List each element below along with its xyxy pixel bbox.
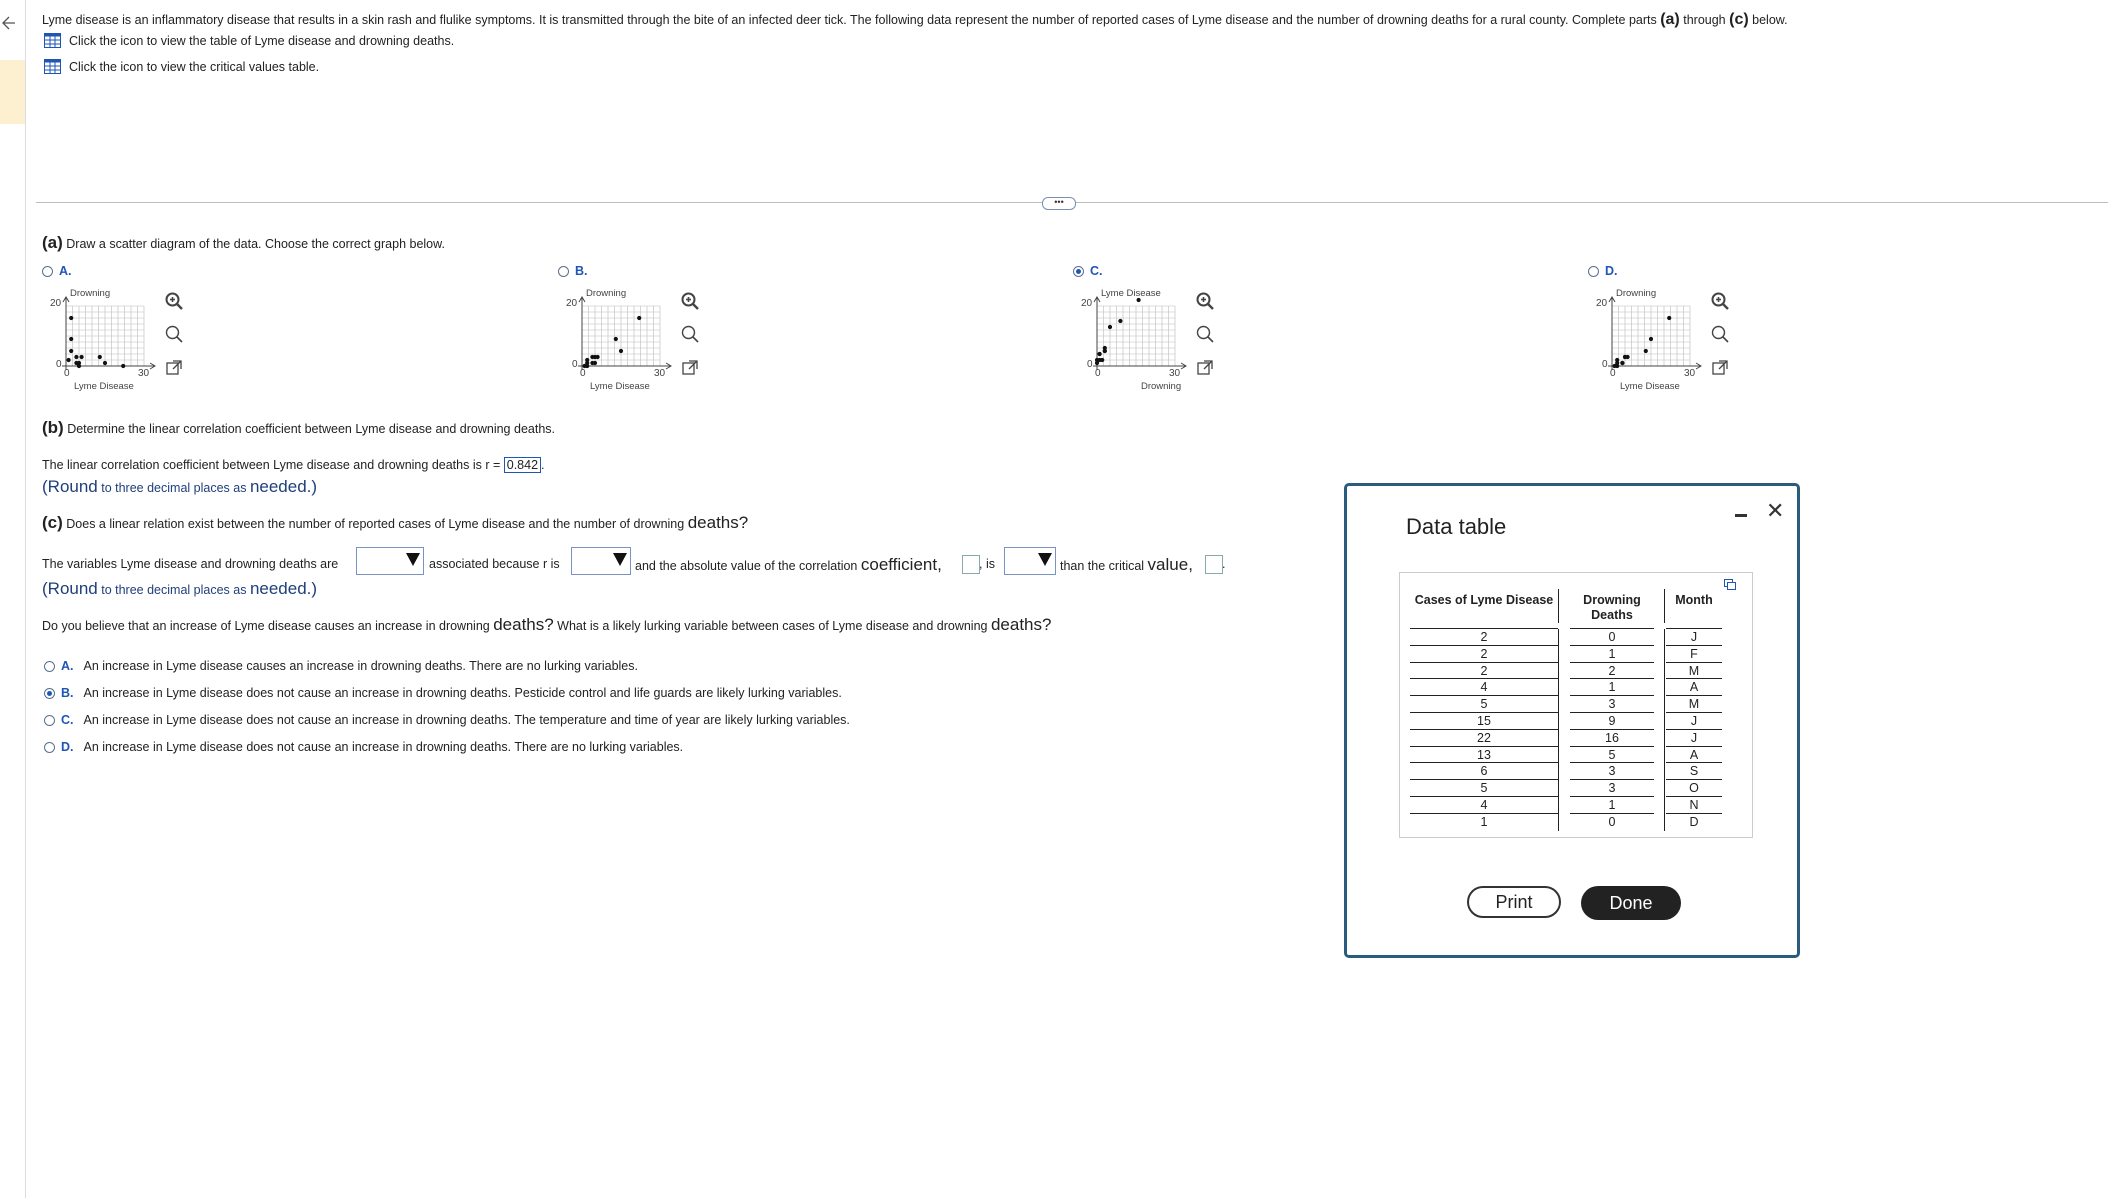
data-point <box>619 349 623 353</box>
zoom-out-icon[interactable] <box>1709 323 1731 345</box>
row-divider <box>1410 645 1558 646</box>
column-divider <box>1558 797 1559 814</box>
header-deaths-1: Drowning <box>1583 593 1641 607</box>
dropdown-arrow-icon <box>406 553 420 566</box>
column-divider <box>1664 629 1665 646</box>
data-point <box>1667 316 1671 320</box>
column-divider <box>1664 663 1665 680</box>
cell-deaths: 0 <box>1608 814 1616 829</box>
column-divider <box>1664 763 1665 780</box>
data-point <box>1623 355 1627 359</box>
row-divider <box>1570 779 1654 780</box>
x-tick-left: 0 <box>1610 368 1616 379</box>
option-radio[interactable] <box>44 715 55 726</box>
column-divider <box>1558 814 1559 831</box>
x-axis-label: Drowning <box>1141 381 1182 392</box>
data-point <box>80 355 84 359</box>
data-point <box>614 337 618 341</box>
cell-deaths: 1 <box>1608 646 1616 661</box>
dropdown-arrow-icon <box>613 553 627 566</box>
cell-deaths: 16 <box>1605 730 1619 745</box>
graph-option-b[interactable] <box>558 262 758 397</box>
column-divider <box>1558 663 1559 680</box>
x-axis-label: Lyme Disease <box>74 381 134 392</box>
x-axis-label: Lyme Disease <box>590 381 650 392</box>
column-divider <box>1664 679 1665 696</box>
y-axis-label: Drowning <box>1616 288 1657 299</box>
row-divider <box>1666 813 1722 814</box>
critical-value-input[interactable] <box>1205 555 1226 574</box>
data-point <box>1615 358 1619 362</box>
cell-month: A <box>1689 680 1699 695</box>
header-separator <box>1664 589 1665 623</box>
column-divider <box>1664 797 1665 814</box>
critical-values-link[interactable]: Click the icon to view the critical values table. <box>44 59 319 74</box>
cell-month: D <box>1689 814 1699 829</box>
row-divider <box>1410 762 1558 763</box>
part-b-answer: The linear correlation coefficient between Lyme disease and drowning deaths is r = 0.842 . <box>42 458 545 472</box>
x-tick-right: 30 <box>1169 368 1181 379</box>
graph-radio[interactable] <box>1588 266 1599 277</box>
header-month: Month <box>1675 593 1713 607</box>
graph-option-d[interactable] <box>1588 262 1788 397</box>
popout-icon[interactable] <box>679 357 701 379</box>
cell-deaths: 3 <box>1608 781 1616 796</box>
row-divider <box>1666 662 1722 663</box>
graph-option-a[interactable] <box>42 262 242 397</box>
abs-r-input[interactable] <box>962 555 980 574</box>
row-divider <box>1410 746 1558 747</box>
association-dropdown[interactable] <box>356 547 424 575</box>
column-divider <box>1558 747 1559 764</box>
sentence-part-5: than the critical value, <box>1060 555 1193 574</box>
data-point <box>1100 358 1104 362</box>
row-divider <box>1666 796 1722 797</box>
row-divider <box>1410 712 1558 713</box>
row-divider <box>1570 695 1654 696</box>
sidebar-highlight[interactable] <box>0 60 25 124</box>
y-tick-bottom: 0 <box>56 359 62 370</box>
data-point <box>1098 352 1102 356</box>
axes <box>1093 297 1186 370</box>
cell-cases: 15 <box>1477 714 1491 728</box>
scatter-plot <box>1073 284 1213 394</box>
cell-cases: 22 <box>1477 730 1491 745</box>
row-divider <box>1666 746 1722 747</box>
print-button[interactable]: Print <box>1467 886 1561 918</box>
y-tick-bottom: 0 <box>572 359 578 370</box>
column-divider <box>1664 780 1665 797</box>
data-point <box>1108 325 1112 329</box>
column-divider <box>1558 780 1559 797</box>
data-point <box>121 364 125 368</box>
row-divider <box>1570 729 1654 730</box>
lurking-option-c[interactable] <box>44 713 850 727</box>
part-c-question: (c) Does a linear relation exist between the number of reported cases of Lyme disease and the number of drowning deaths? <box>42 513 749 532</box>
data-point <box>590 361 594 365</box>
table-icon[interactable] <box>44 59 61 74</box>
popout-icon[interactable] <box>1194 357 1216 379</box>
part-a-question: (a) Draw a scatter diagram of the data. Choose the correct graph below. <box>42 233 445 252</box>
round-note-c: (Round to three decimal places as needed.) <box>42 579 318 598</box>
data-table-link[interactable]: Click the icon to view the table of Lyme disease and drowning deaths. <box>44 33 454 48</box>
sentence-part-4: , is <box>979 557 995 571</box>
row-divider <box>1410 813 1558 814</box>
scatter-plot <box>42 284 182 394</box>
cell-deaths: 3 <box>1608 764 1616 779</box>
cell-deaths: 9 <box>1608 714 1616 728</box>
row-divider <box>1410 662 1558 663</box>
option-letter: A. <box>61 659 74 673</box>
zoom-in-icon[interactable] <box>1709 290 1731 312</box>
x-tick-right: 30 <box>654 368 666 379</box>
data-table-modal <box>1344 483 1800 958</box>
sidebar-border <box>25 0 26 1198</box>
data-point <box>637 316 641 320</box>
zoom-in-icon[interactable] <box>1194 290 1216 312</box>
column-divider <box>1664 814 1665 831</box>
column-divider <box>1664 713 1665 730</box>
row-divider <box>1570 678 1654 679</box>
x-tick-left: 0 <box>64 368 70 379</box>
data-point <box>74 355 78 359</box>
cell-deaths: 1 <box>1608 680 1616 695</box>
cell-deaths: 5 <box>1608 747 1616 762</box>
option-text: An increase in Lyme disease does not cause an increase in drowning deaths. The temperature and time of year are likely lurking variables. <box>83 713 850 727</box>
row-divider <box>1666 779 1722 780</box>
row-divider <box>1570 662 1654 663</box>
row-divider <box>1666 695 1722 696</box>
row-divider <box>1410 796 1558 797</box>
modal-title: Data table <box>1406 514 1507 539</box>
cell-month: J <box>1690 630 1698 644</box>
r-sign-dropdown[interactable] <box>571 547 631 575</box>
data-point <box>1644 349 1648 353</box>
cell-cases: 4 <box>1480 680 1488 695</box>
y-tick-top: 20 <box>50 298 62 309</box>
cell-cases: 1 <box>1480 814 1488 829</box>
part-b-question: (b) Determine the linear correlation coefficient between Lyme disease and drowning deaths. <box>42 418 555 437</box>
cell-cases: 5 <box>1480 697 1488 712</box>
zoom-out-icon[interactable] <box>1194 323 1216 345</box>
row-divider <box>1570 645 1654 646</box>
cell-month: J <box>1690 730 1698 745</box>
popout-icon[interactable] <box>1709 357 1731 379</box>
back-arrow-icon[interactable] <box>2 16 16 30</box>
row-divider <box>1666 712 1722 713</box>
x-tick-right: 30 <box>138 368 150 379</box>
lurking-option-a[interactable] <box>44 659 638 673</box>
column-divider <box>1558 763 1559 780</box>
header-deaths-2: Deaths <box>1591 608 1633 622</box>
cell-cases: 2 <box>1480 630 1488 644</box>
row-divider <box>1410 628 1558 629</box>
graph-option-c[interactable] <box>1073 262 1273 397</box>
zoom-out-icon[interactable] <box>163 323 185 345</box>
cell-cases: 2 <box>1480 646 1488 661</box>
graph-option-letter: C. <box>1090 264 1103 278</box>
done-button[interactable]: Done <box>1581 886 1681 920</box>
data-point <box>67 358 71 362</box>
option-text: An increase in Lyme disease does not cause an increase in drowning deaths. There are no lurking variables. <box>83 740 684 754</box>
data-point <box>1095 361 1099 365</box>
y-tick-top: 20 <box>566 298 578 309</box>
cell-month: S <box>1689 764 1699 779</box>
close-icon[interactable]: ✕ <box>1766 498 1785 523</box>
y-tick-bottom: 0 <box>1087 359 1093 370</box>
zoom-out-icon[interactable] <box>679 323 701 345</box>
graph-radio[interactable] <box>42 266 53 277</box>
column-divider <box>1558 629 1559 646</box>
column-divider <box>1558 730 1559 747</box>
cell-month: M <box>1688 663 1700 678</box>
row-divider <box>1570 796 1654 797</box>
row-divider <box>1410 779 1558 780</box>
column-divider <box>1558 679 1559 696</box>
scatter-plot <box>558 284 698 394</box>
row-divider <box>1570 712 1654 713</box>
sentence-part-3: and the absolute value of the correlation coefficient, <box>635 555 942 574</box>
cell-month: F <box>1690 646 1698 661</box>
option-text: An increase in Lyme disease does not cause an increase in drowning deaths. Pesticide control and life guards are likely lurking variables. <box>83 686 842 700</box>
column-divider <box>1664 696 1665 713</box>
dropdown-arrow-icon <box>1038 553 1052 566</box>
y-axis-label: Lyme Disease <box>1101 288 1161 299</box>
row-divider <box>1410 678 1558 679</box>
option-radio[interactable] <box>44 742 55 753</box>
column-divider <box>1664 747 1665 764</box>
cell-deaths: 3 <box>1608 697 1616 712</box>
cell-month: O <box>1689 781 1699 796</box>
cell-cases: 5 <box>1480 781 1488 796</box>
y-axis-label: Drowning <box>586 288 627 299</box>
graph-radio[interactable] <box>558 266 569 277</box>
row-divider <box>1666 729 1722 730</box>
option-radio[interactable] <box>44 661 55 672</box>
cell-month: M <box>1688 697 1700 712</box>
column-divider <box>1558 696 1559 713</box>
data-point <box>69 349 73 353</box>
graph-option-letter: A. <box>59 264 72 278</box>
row-divider <box>1666 762 1722 763</box>
more-button[interactable]: ••• <box>1042 197 1076 210</box>
option-text: An increase in Lyme disease causes an increase in drowning deaths. There are no lurking variables. <box>83 659 638 673</box>
cell-month: J <box>1690 714 1698 728</box>
graph-option-letter: B. <box>575 264 588 278</box>
data-point <box>1103 349 1107 353</box>
cell-cases: 13 <box>1477 747 1491 762</box>
y-tick-bottom: 0 <box>1602 359 1608 370</box>
table-icon[interactable] <box>44 33 61 48</box>
x-tick-left: 0 <box>580 368 586 379</box>
lurking-question: Do you believe that an increase of Lyme disease causes an increase in drowning deaths? What is a likely lurking variable between cases of Lyme disease and drowning deaths? <box>42 615 1052 634</box>
round-note-b: (Round to three decimal places as needed.) <box>42 477 318 496</box>
x-axis-label: Lyme Disease <box>1620 381 1680 392</box>
cell-cases: 6 <box>1480 764 1488 779</box>
row-divider <box>1570 762 1654 763</box>
sentence-part-2: associated because r is <box>429 557 560 571</box>
data-table <box>1399 572 1753 838</box>
column-divider <box>1664 730 1665 747</box>
data-point <box>1649 337 1653 341</box>
row-divider <box>1666 678 1722 679</box>
row-divider <box>1410 729 1558 730</box>
header-separator <box>1558 589 1559 623</box>
data-point <box>69 337 73 341</box>
column-divider <box>1664 646 1665 663</box>
cell-month: N <box>1689 798 1699 812</box>
popout-icon[interactable] <box>163 357 185 379</box>
x-tick-left: 0 <box>1095 368 1101 379</box>
row-divider <box>1570 813 1654 814</box>
graph-option-letter: D. <box>1605 264 1618 278</box>
zoom-in-icon[interactable] <box>163 290 185 312</box>
data-point <box>98 355 102 359</box>
intro-text: Lyme disease is an inflammatory disease that results in a skin rash and flulike symptoms. It is transmitted through the bite of an infected deer tick. The following data represent the number of reported cases of Lyme disease and the number of drowning deaths for a rural county. Complete parts (a) through (c) below. <box>42 11 1788 28</box>
y-axis-label: Drowning <box>70 288 111 299</box>
sentence-part-1: The variables Lyme disease and drowning deaths are <box>42 557 339 571</box>
graph-radio[interactable] <box>1073 266 1084 277</box>
data-point <box>69 316 73 320</box>
minimize-icon[interactable] <box>1735 514 1747 517</box>
option-letter: D. <box>61 740 74 754</box>
y-tick-top: 20 <box>1081 298 1093 309</box>
cell-cases: 4 <box>1480 798 1488 812</box>
data-point <box>593 355 597 359</box>
scatter-plot <box>1588 284 1728 394</box>
copy-icon[interactable] <box>1724 579 1736 590</box>
comparison-dropdown[interactable] <box>1004 547 1056 575</box>
data-point <box>103 361 107 365</box>
y-tick-top: 20 <box>1596 298 1608 309</box>
sentence-end: . <box>1222 557 1226 571</box>
cell-deaths: 2 <box>1608 663 1616 678</box>
cell-cases: 2 <box>1480 663 1488 678</box>
option-letter: C. <box>61 713 74 727</box>
axes <box>1608 297 1701 370</box>
option-letter: B. <box>61 686 74 700</box>
row-divider <box>1410 695 1558 696</box>
data-point <box>74 361 78 365</box>
lurking-option-d[interactable] <box>44 740 683 754</box>
row-divider <box>1570 746 1654 747</box>
data-point <box>1118 319 1122 323</box>
data-point <box>1620 361 1624 365</box>
r-value-input[interactable]: 0.842 <box>504 457 541 473</box>
cell-deaths: 0 <box>1608 630 1616 644</box>
x-tick-right: 30 <box>1684 368 1696 379</box>
row-divider <box>1570 628 1654 629</box>
option-radio[interactable] <box>44 688 55 699</box>
row-divider <box>1666 645 1722 646</box>
column-divider <box>1558 713 1559 730</box>
column-divider <box>1558 646 1559 663</box>
cell-deaths: 1 <box>1608 798 1616 812</box>
lurking-option-b[interactable] <box>44 686 842 700</box>
header-cases: Cases of Lyme Disease <box>1414 593 1554 607</box>
cell-month: A <box>1689 747 1699 762</box>
row-divider <box>1666 628 1722 629</box>
zoom-in-icon[interactable] <box>679 290 701 312</box>
